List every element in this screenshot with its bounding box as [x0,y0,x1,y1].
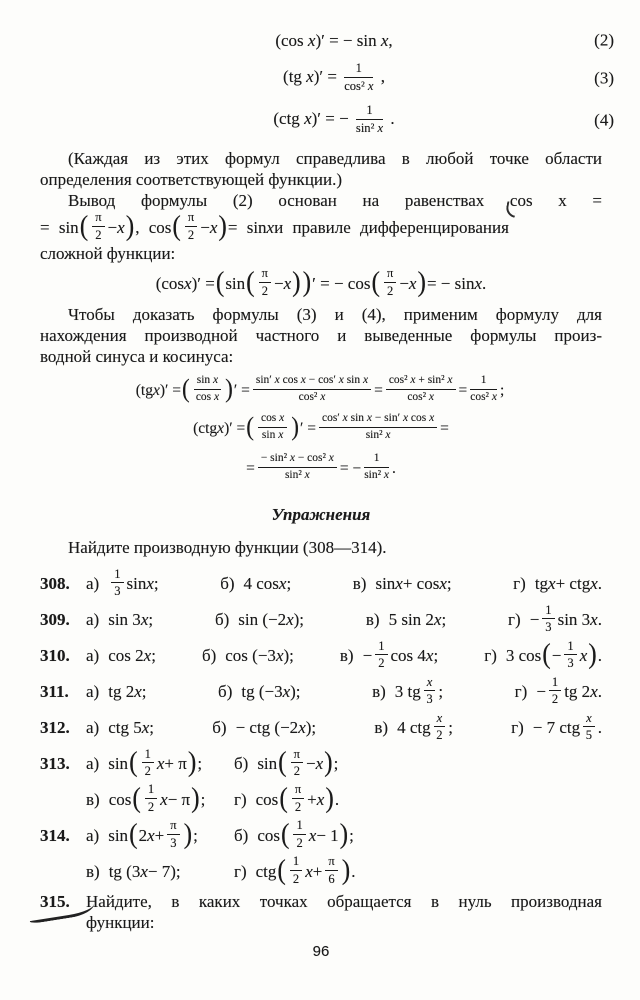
exercise-part-formula: 3 cos ( − $\frac{1}{3}$ x ) . [505,637,602,671]
exercise-parts [86,712,602,744]
exercise-part [234,852,356,887]
fraction: $\frac{1}{\text{cos² x}}$ [470,374,497,403]
fraction: $\frac{1}{3}$ [542,603,554,635]
equation-cos-proof: (cos x )′ = ( sin ( $\frac{\pi}{2}$ − x ) ) ′ = − cos ( $\frac{\pi}{2}$ − x ) = − sin x . [155,264,487,298]
exercise-part-formula: ctg 5 x ; [108,718,155,738]
exercise-part-formula: tg (3 x − 7); [108,861,181,881]
equation-ctg-proof-line2: = $\frac{\text{− sin² x − cos² x}}{\text{sin² x}}$ = − $\frac{1}{\text{sin² x}}$ . [246,452,396,481]
fraction: $\frac{\text{− sin² x − cos² x}}{\text{sin² x}}$ [258,452,337,481]
exercise-part [372,676,443,708]
exercise-row [40,676,602,708]
big-paren: ) [339,816,349,850]
big-paren: ) [218,208,227,242]
exercise-part-label: г) [484,646,497,666]
exercise-part-formula: sin (−2 x ); [238,610,305,630]
exercise-part-label: а) [86,682,100,702]
big-paren: ) [187,745,197,778]
exercise-part-label: г) [513,574,526,594]
fraction: $\frac{\pi}{2}$ [291,747,303,779]
exercise-part-formula: − 7 ctg $\frac{x}{5}$ . [532,710,602,743]
exercise-part-label: а) [86,574,100,594]
exercise-part-formula: 3 tg $\frac{x}{3}$ ; [394,674,444,707]
exercise-part [215,609,304,630]
big-paren: ( [172,208,181,242]
exercise-part-label: а) [86,825,100,845]
big-paren: ) [417,264,426,298]
exercise-part [86,745,234,780]
equation-ctg-derivative [40,100,614,140]
exercise-part-label: б) [220,574,235,594]
exercise-part [202,645,294,666]
fraction: $\frac{1}{\text{cos² x}}$ [344,61,374,93]
exercise-number: 309. [40,610,70,630]
exercise-part-formula: tg x + ctg x . [534,574,602,594]
exercise-part [511,712,602,744]
fraction: $\frac{1}{3}$ [111,567,123,599]
exercise-part [340,640,438,672]
equation-number-3: (3) [594,68,614,88]
big-paren: ( [371,264,380,298]
exercise-parts [86,637,602,672]
equation-tg-proof: (tg x )′ = ( $\frac{\text{sin x}}{\text{cos x}}$ ) ′ = $\frac{\text{sin′ x cos x − cos′ x sin x}}{\text{cos² x}}$ = $\frac{\text{cos² x + sin² x}}{\text{cos² x}}$ = $\frac{1}{\text{cos² x}}$ ; [135,373,505,404]
exercise-part-label: а) [86,610,100,630]
exercise-part [86,568,159,600]
exercise-number: 308. [40,574,70,594]
exercise-row [40,637,602,672]
fraction: $\frac{\text{cos x}}{\text{sin x}}$ [258,412,287,441]
exercise-row [40,852,602,887]
exercise-parts [86,852,602,887]
exercise-part-formula: − ctg (−2 x ); [235,718,317,738]
paragraph-line: Чтобы доказать формулы (3) и (4), применим формулу для [68,305,602,324]
equation-number-4: (4) [594,110,614,130]
exercise-part-label: а) [86,646,100,666]
exercise-row [40,816,602,851]
equation-ctg-formula: (ctg x)′ = − $\frac{1}{\text{sin² x}}$ . [273,103,395,135]
big-paren: ( [280,816,290,850]
big-paren: ( [79,208,89,242]
exercise-part-formula: ctg ( $\frac{1}{2}$ x + $\frac{\pi}{6}$ ) . [255,852,356,886]
exercises-intro: Найдите производную функции (308—314). [68,538,387,557]
exercise-parts [86,816,602,851]
fraction: $\frac{1}{2}$ [145,782,157,814]
fraction: $\frac{\pi}{2}$ [384,266,396,298]
exercise-part-label: б) [218,682,233,702]
exercise-row [40,745,602,780]
paragraph-formula2-derivation [40,190,602,302]
exercise-part-formula: sin ( $\frac{1}{2}$ x + π ) ; [108,745,203,778]
fraction: $\frac{1}{2}$ [375,639,387,671]
exercise-part-label: в) [352,574,367,594]
exercise-part-label: а) [86,718,100,738]
exercise-part-formula: sin x + cos x ; [375,574,452,594]
exercise-part-formula: tg (−3 x ); [241,682,301,702]
exercise-row [40,712,602,744]
exercise-part-label: в) [374,718,389,738]
big-paren: ) [191,781,200,814]
big-paren: ) [292,264,301,298]
exercise-part [86,816,234,851]
exercise-315-line2: функции: [86,913,155,933]
exercise-315-line1: Найдите, в каких точках обращается в нуль производная [86,892,602,912]
exercise-part-label: г) [514,682,528,702]
equation-tg-formula: (tg x)′ = $\frac{1}{\text{cos² x}}$ , [283,61,385,93]
exercise-part [366,609,446,630]
exercise-315-text [86,891,602,933]
exercise-part-formula: tg 2 x ; [108,682,147,702]
big-paren: ) [225,373,233,404]
exercise-part-label: б) [234,825,249,845]
fraction: $\frac{1}{\text{sin² x}}$ [355,103,384,135]
big-paren: ) [324,745,333,778]
big-paren: ( [132,781,141,814]
fraction: $\frac{\text{sin′ x cos x − cos′ x sin x}}{\text{cos² x}}$ [253,374,371,403]
exercise-number: 311. [40,682,69,702]
exercise-part-formula: cos (−3 x ); [225,646,294,666]
big-paren: ( [182,373,190,404]
exercise-parts [86,676,602,708]
fraction: $\frac{x}{5}$ [583,711,595,743]
fraction: $\frac{\pi}{2}$ [92,210,104,242]
big-paren: ) [341,852,351,886]
exercise-part-formula: cos ( $\frac{\pi}{2}$ + x ) . [255,781,340,814]
big-paren: ( [246,411,254,442]
exercise-part-label: г) [508,610,521,630]
exercise-part-label: б) [234,753,249,773]
paragraph-formula-line: = sin ( $\frac{\pi}{2}$ − x ) , cos ( $\frac{\pi}{2}$ − x ) = sin x и правиле дифференцирования [40,208,509,242]
exercise-part-formula: 4 ctg $\frac{x}{2}$ ; [397,710,453,743]
exercise-part-formula: sin ( $\frac{\pi}{2}$ − x ) ; [257,745,339,778]
exercise-number: 310. [40,646,70,666]
big-paren: ( [278,745,287,778]
exercise-part [86,609,153,630]
exercise-part-formula: cos 2 x ; [108,646,156,666]
paragraph-line: (Каждая из этих формул справедлива в любой точке области [68,149,602,168]
equation-ctg-proof-line1: (ctg x )′ = ( $\frac{\text{cos x}}{\text{sin x}}$ ) ′ = $\frac{\text{cos′ x sin x − sin′ x cos x}}{\text{sin² x}}$ = [193,411,449,442]
exercise-part [234,816,354,851]
exercise-row [40,783,602,815]
exercise-part [234,783,339,815]
big-paren: ) [588,637,597,670]
exercise-part-formula: 4 cos x ; [243,574,292,594]
exercise-row [40,568,602,600]
exercise-part-label: в) [86,861,100,881]
fraction: $\frac{\pi}{2}$ [185,210,197,242]
exercise-part-label: г) [234,789,247,809]
exercise-part-label: в) [372,682,386,702]
paragraph-line [40,190,602,211]
exercise-part [218,681,300,702]
exercise-part-label: г) [234,861,247,881]
equation-number-2: (2) [594,30,614,50]
big-paren: ( [246,264,255,298]
exercise-part-formula: $\frac{1}{3}$ sin x ; [108,568,158,600]
exercise-part-label: б) [212,718,227,738]
big-paren: ) [325,781,334,814]
exercise-number: 314. [40,825,70,845]
fraction: $\frac{1}{2}$ [142,747,154,779]
exercise-part-label: а) [86,753,100,773]
exercise-part [86,681,146,702]
exercise-number: 313. [40,753,70,773]
exercise-part-formula: − $\frac{1}{3}$ sin 3 x . [529,602,602,635]
big-paren: ( [215,264,225,298]
paragraph-line: сложной функции: [40,244,176,263]
big-paren: ( [129,745,138,778]
exercises-heading: Упражнения [271,505,371,524]
fraction: $\frac{1}{\text{sin² x}}$ [364,452,390,481]
exercise-part [212,717,316,738]
exercise-part [86,645,156,666]
exercise-part-formula: cos ( $\frac{1}{2}$ x − π ) ; [108,781,206,814]
equation-cos-formula: (cos x)′ = − sin x, [275,30,393,50]
exercise-part-formula: − $\frac{1}{2}$ tg 2 x . [536,674,602,707]
equation-tg-derivative [40,58,614,98]
exercise-part-formula: 5 sin 2 x ; [388,610,447,630]
big-paren: ) [183,816,193,850]
exercise-part-label: б) [201,646,217,666]
exercise-parts [86,783,602,815]
exercise-part-formula: − $\frac{1}{2}$ cos 4 x ; [362,638,439,671]
fraction: $\frac{1}{3}$ [564,639,576,671]
exercise-row [40,604,602,636]
fraction: $\frac{\pi}{3}$ [167,818,179,850]
paragraph-domain-remark [40,148,602,190]
exercise-part [234,745,339,780]
exercise-part-formula: cos ( $\frac{1}{2}$ x − 1 ) ; [257,816,354,850]
big-paren: ) [302,264,312,298]
fraction: $\frac{\text{sin x}}{\text{cos x}}$ [194,374,221,403]
exercise-part [374,712,453,744]
exercise-part [86,861,234,882]
fraction: $\frac{x}{3}$ [424,675,436,707]
exercise-part-label: в) [86,789,100,809]
exercise-315-number [40,891,86,933]
exercise-part-label: б) [214,610,230,630]
fraction: $\frac{\pi}{2}$ [259,266,271,298]
fraction: $\frac{1}{2}$ [293,818,305,850]
exercise-part [220,573,291,594]
big-paren: ) [291,411,299,442]
fraction: $\frac{1}{2}$ [549,675,561,707]
exercise-part-formula: sin ( 2 x + $\frac{\pi}{3}$ ) ; [108,816,198,850]
exercise-part-label: г) [511,718,524,738]
exercise-part-formula: sin 3 x ; [108,610,154,630]
big-paren: ( [542,637,551,670]
big-paren: ) [125,208,135,242]
fraction: $\frac{x}{2}$ [434,711,446,743]
exercise-part [484,637,602,672]
exercise-part [86,783,234,815]
exercise-part [86,717,154,738]
paragraph-formula34-derivation [40,304,602,488]
big-paren: ( [129,816,138,850]
paragraph-line-text: Вывод формулы (2) основан на равенствах cos x = [68,191,602,210]
exercise-parts [86,745,602,780]
paragraph-line: определения соответствующей функции.) [40,170,343,189]
big-paren: ( [277,852,286,886]
paragraph-line: водной синуса и косинуса: [40,347,234,366]
exercise-part [353,573,452,594]
fraction: $\frac{\pi}{2}$ [292,782,304,814]
exercise-list [40,568,602,887]
fraction: $\frac{1}{2}$ [290,854,302,886]
exercise-number-text: 315. [40,892,70,912]
exercise-part [515,676,602,708]
exercise-part [513,573,602,594]
exercise-part [508,604,602,636]
page-number: 96 [312,943,330,961]
fraction: $\frac{\text{cos² x + sin² x}}{\text{cos² x}}$ [386,374,456,403]
exercise-part-label: в) [339,646,354,666]
exercise-315 [40,891,602,933]
equation-cos-derivative [40,26,614,54]
paragraph-line: нахождения производной частного и выведенные формулы произ- [40,326,602,345]
fraction: $\frac{\pi}{6}$ [325,854,337,886]
exercise-parts [86,568,602,600]
exercise-number: 312. [40,718,70,738]
exercise-part-label: в) [365,610,380,630]
exercise-parts [86,604,602,636]
big-paren: ( [279,781,288,814]
fraction: $\frac{\text{cos′ x sin x − sin′ x cos x}}{\text{sin² x}}$ [319,412,437,441]
